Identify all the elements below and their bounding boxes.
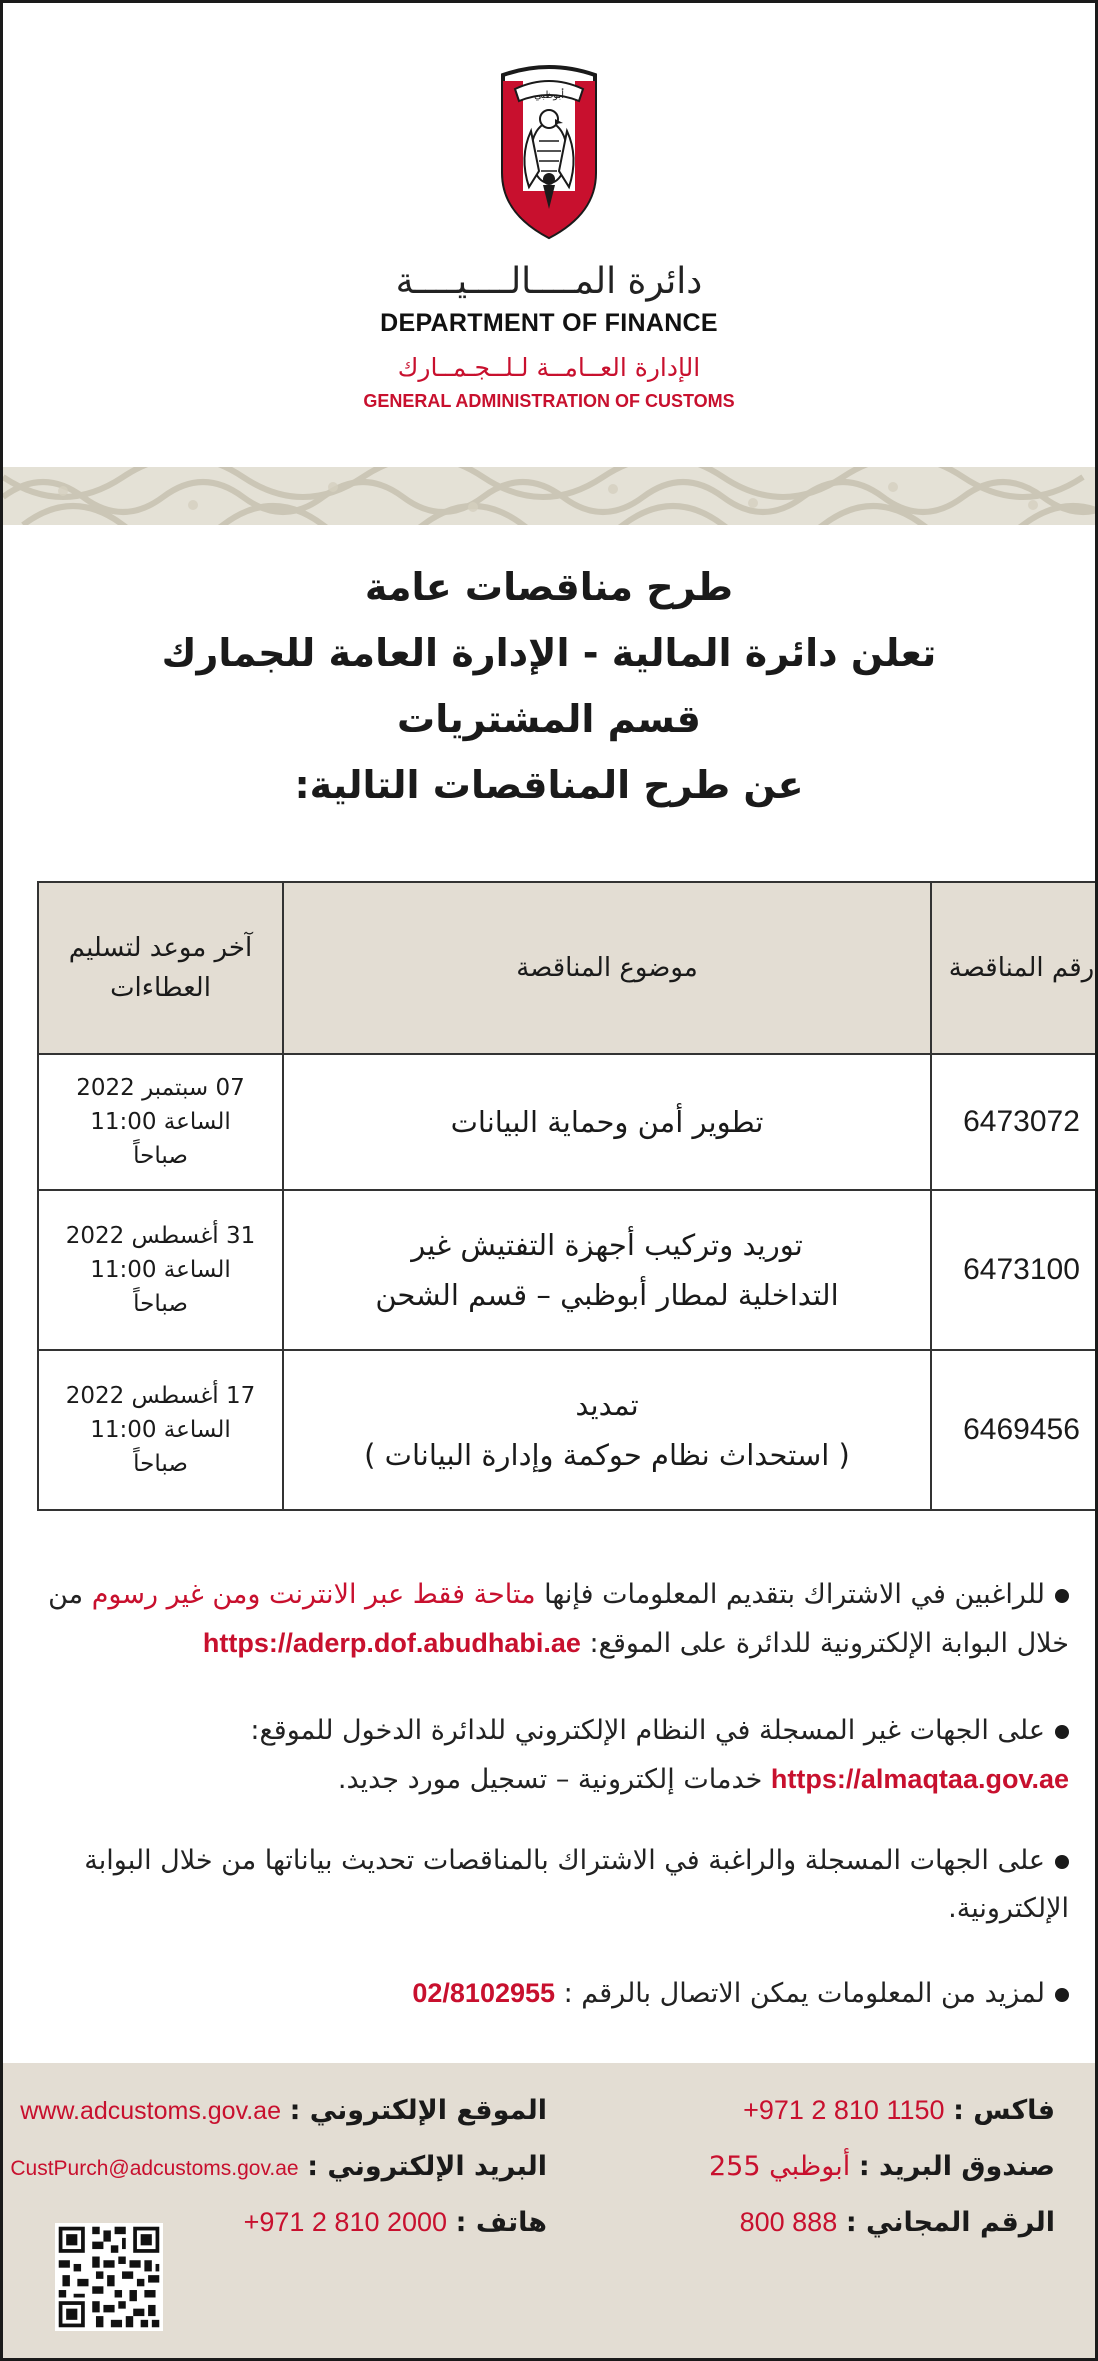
qr-code-icon[interactable]: [55, 2223, 163, 2331]
almaqtaa-portal-link[interactable]: https://almaqtaa.gov.ae: [770, 1764, 1069, 1794]
deadline-period: صباحاً: [133, 1143, 188, 1169]
contact-phone-number[interactable]: 02/8102955: [412, 1978, 556, 2008]
fax-value: +971 2 810 1150: [743, 2095, 945, 2125]
tender-number: 6473072: [931, 1054, 1098, 1190]
sub-org-name-arabic: الإدارة العــامــة لـلــجـمــارك: [397, 353, 701, 382]
org-name-english: DEPARTMENT OF FINANCE: [380, 309, 718, 337]
pobox-label: صندوق البريد :: [858, 2151, 1055, 2182]
table-row: [38, 1190, 1098, 1350]
bullet-text: خدمات إلكترونية – تسجيل مورد جديد.: [337, 1764, 771, 1795]
tender-number: 6473100: [931, 1190, 1098, 1350]
info-bullet-online: [29, 1571, 1069, 1668]
deadline-time: الساعة 11:00: [90, 1417, 231, 1443]
headline-announcer: تعلن دائرة المالية - الإدارة العامة للجمارك: [161, 631, 937, 675]
deadline-period: صباحاً: [133, 1291, 188, 1317]
info-bullet-update: [29, 1837, 1069, 1933]
tender-deadline: [38, 1054, 283, 1190]
bullet-highlight: متاحة فقط عبر الانترنت ومن غير رسوم: [91, 1579, 536, 1610]
deadline-period: صباحاً: [133, 1451, 188, 1477]
aderp-portal-link[interactable]: https://aderp.dof.abudhabi.ae: [202, 1628, 581, 1658]
tender-deadline: [38, 1190, 283, 1350]
org-name-arabic: دائرة المــــالــــيــــة: [395, 261, 703, 302]
table-row: [38, 1054, 1098, 1190]
phone-info: [244, 2207, 547, 2238]
column-header-number: رقم المناقصة: [931, 882, 1098, 1054]
tender-number: 6469456: [931, 1350, 1098, 1510]
logo-area: [3, 61, 1095, 245]
bullet-dot-icon: [1055, 1589, 1069, 1603]
tender-subject: [283, 1350, 931, 1510]
website-info: [20, 2095, 547, 2126]
abu-dhabi-falcon-emblem-icon: [493, 61, 605, 245]
email-info: [10, 2151, 547, 2182]
table-row: [38, 1350, 1098, 1510]
bullet-dot-icon: [1055, 1988, 1069, 2002]
deadline-date: 17 أغسطس 2022: [65, 1383, 256, 1409]
tender-subject: [283, 1190, 931, 1350]
tender-subject-line: التداخلية لمطار أبوظبي – قسم الشحن: [375, 1278, 839, 1312]
headline-title: طرح مناقصات عامة: [364, 565, 734, 609]
emblem-banner-text: أبوظبي: [533, 90, 565, 101]
tollfree-value: 800 888: [739, 2207, 838, 2237]
tender-subject: [283, 1054, 931, 1190]
bullet-dot-icon: [1055, 1855, 1069, 1869]
website-link[interactable]: www.adcustoms.gov.ae: [20, 2097, 281, 2125]
deadline-time: الساعة 11:00: [90, 1257, 231, 1283]
tender-table: [37, 881, 1098, 1511]
tender-subject-line: تطوير أمن وحماية البيانات: [450, 1105, 764, 1139]
fax-label: فاكس :: [953, 2095, 1055, 2126]
headline-department: قسم المشتريات: [397, 697, 701, 741]
bullet-text: على الجهات المسجلة والراغبة في الاشتراك بالمناقصات تحديث بياناتها من خلال البوابة الإلكترونية.: [84, 1845, 1069, 1924]
sub-org-name-english: GENERAL ADMINISTRATION OF CUSTOMS: [363, 391, 735, 411]
bullet-text: لمزيد من المعلومات يمكن الاتصال بالرقم :: [555, 1978, 1045, 2009]
tollfree-label: الرقم المجاني :: [845, 2207, 1055, 2238]
phone-value: +971 2 810 2000: [243, 2207, 448, 2237]
info-bullet-contact: [29, 1969, 1069, 2018]
tollfree-info: [740, 2207, 1055, 2238]
deadline-date: 31 أغسطس 2022: [65, 1223, 256, 1249]
website-label: الموقع الإلكتروني :: [289, 2095, 547, 2126]
deadline-time: الساعة 11:00: [90, 1109, 231, 1135]
table-header-row: [38, 882, 1098, 1054]
bullet-text: على الجهات غير المسجلة في النظام الإلكتروني للدائرة الدخول للموقع:: [250, 1715, 1045, 1746]
headline-intro: عن طرح المناقصات التالية:: [294, 763, 804, 807]
decorative-pattern-band: [3, 467, 1095, 525]
pobox-value: أبوظبي 255: [708, 2151, 851, 2182]
bullet-text: من خلال البوابة الإلكترونية للدائرة على الموقع:: [48, 1579, 1069, 1659]
email-label: البريد الإلكتروني :: [307, 2151, 547, 2182]
bullet-dot-icon: [1055, 1725, 1069, 1739]
contact-footer: [3, 2063, 1095, 2358]
column-header-subject: موضوع المناقصة: [283, 882, 931, 1054]
column-header-deadline: آخر موعد لتسليم العطاءات: [38, 882, 283, 1054]
deadline-date: 07 سبتمبر 2022: [76, 1075, 245, 1101]
pobox-info: [709, 2151, 1055, 2182]
email-link[interactable]: CustPurch@adcustoms.gov.ae: [10, 2157, 299, 2180]
info-bullet-registration: [29, 1707, 1069, 1804]
tender-subject-line: توريد وتركيب أجهزة التفتيش غير: [411, 1228, 803, 1262]
tender-subject-line: ( استحداث نظام حوكمة وإدارة البيانات ): [364, 1438, 850, 1472]
fax-info: [743, 2095, 1055, 2126]
phone-label: هاتف :: [455, 2207, 547, 2238]
bullet-text: للراغبين في الاشتراك بتقديم المعلومات فإنها: [535, 1579, 1045, 1610]
tender-subject-line: تمديد: [575, 1388, 639, 1422]
tender-deadline: [38, 1350, 283, 1510]
